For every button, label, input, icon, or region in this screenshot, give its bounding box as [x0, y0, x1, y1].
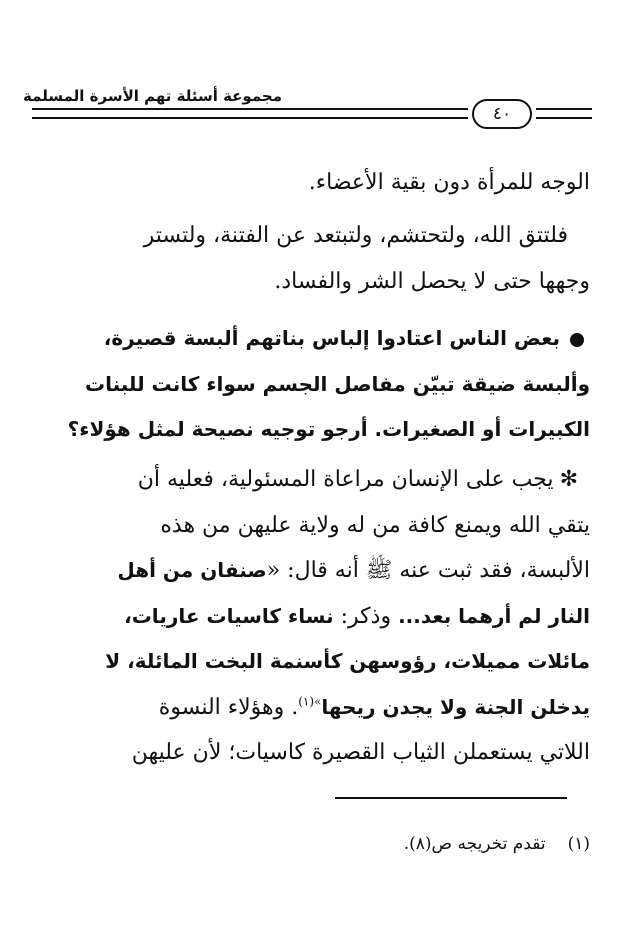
- header-rule-left-bottom: [32, 117, 468, 119]
- answer-line: [34, 639, 590, 685]
- answer-line: [34, 594, 590, 640]
- question-line: وألبسة ضيقة تبيّن مفاصل الجسم سواء كانت للبنات: [84, 371, 590, 396]
- footnote-reference: »(١): [298, 694, 322, 709]
- answer-block: [34, 457, 590, 776]
- page-number-badge: ٤٠: [472, 99, 532, 129]
- hadith-text: نساء كاسيات عاريات،: [124, 603, 334, 628]
- hadith-text: مائلات مميلات، رؤوسهن كأسنمة البخت المائلة، لا: [105, 649, 590, 673]
- answer-line: يتقي الله ويمنع كافة من له ولاية عليهن من هذه: [160, 512, 590, 538]
- answer-line: [34, 548, 590, 594]
- footnote: [330, 832, 590, 856]
- header-title: مجموعة أسئلة تهم الأسرة المسلمة: [23, 87, 282, 105]
- hadith-text: صنفان من أهل: [117, 558, 267, 582]
- hadith-text: النار لم أرهما بعد...: [398, 603, 590, 628]
- paragraph-line: وجهها حتى لا يحصل الشر والفساد.: [274, 268, 590, 294]
- answer-text: وذكر:: [333, 603, 399, 629]
- footnote-number: (١): [567, 834, 590, 854]
- question-line: [34, 316, 590, 362]
- question-line: الكبيرات أو الصغيرات. أرجو توجيه نصيحة لمثل هؤلاء؟: [67, 417, 590, 441]
- answer-line: [34, 685, 590, 731]
- paragraph-line: فلتتق الله، ولتحتشم، ولتبتعد عن الفتنة، ولتستر: [143, 223, 568, 248]
- header-rule-right-bottom: [536, 117, 592, 119]
- hadith-text: يدخلن الجنة ولا يجدن ريحها: [321, 694, 590, 719]
- asterisk-icon: ✻: [559, 467, 578, 492]
- answer-text: الألبسة، فقد ثبت عنه ﷺ أنه قال: «: [266, 558, 590, 583]
- answer-text: . وهؤلاء النسوة: [158, 694, 299, 720]
- paragraph-1: [34, 160, 590, 206]
- header-rule-right-top: [536, 108, 592, 110]
- header-rule-left-top: [32, 108, 468, 110]
- bullet-icon: [570, 333, 584, 347]
- paragraph-2: [34, 213, 590, 304]
- answer-line: اللاتي يستعملن الثياب القصيرة كاسيات؛ لأن عليهن: [131, 740, 590, 765]
- question-text: بعض الناس اعتادوا إلباس بناتهم ألبسة قصيرة،: [103, 326, 560, 350]
- question-block: [34, 316, 590, 453]
- paragraph-line: الوجه للمرأة دون بقية الأعضاء.: [308, 170, 590, 195]
- answer-text: يجب على الإنسان مراعاة المسئولية، فعليه أن: [137, 467, 554, 492]
- answer-line: [34, 457, 590, 503]
- footnote-text: تقدم تخريجه ص(٨).: [403, 834, 546, 854]
- footnote-divider: [335, 797, 567, 799]
